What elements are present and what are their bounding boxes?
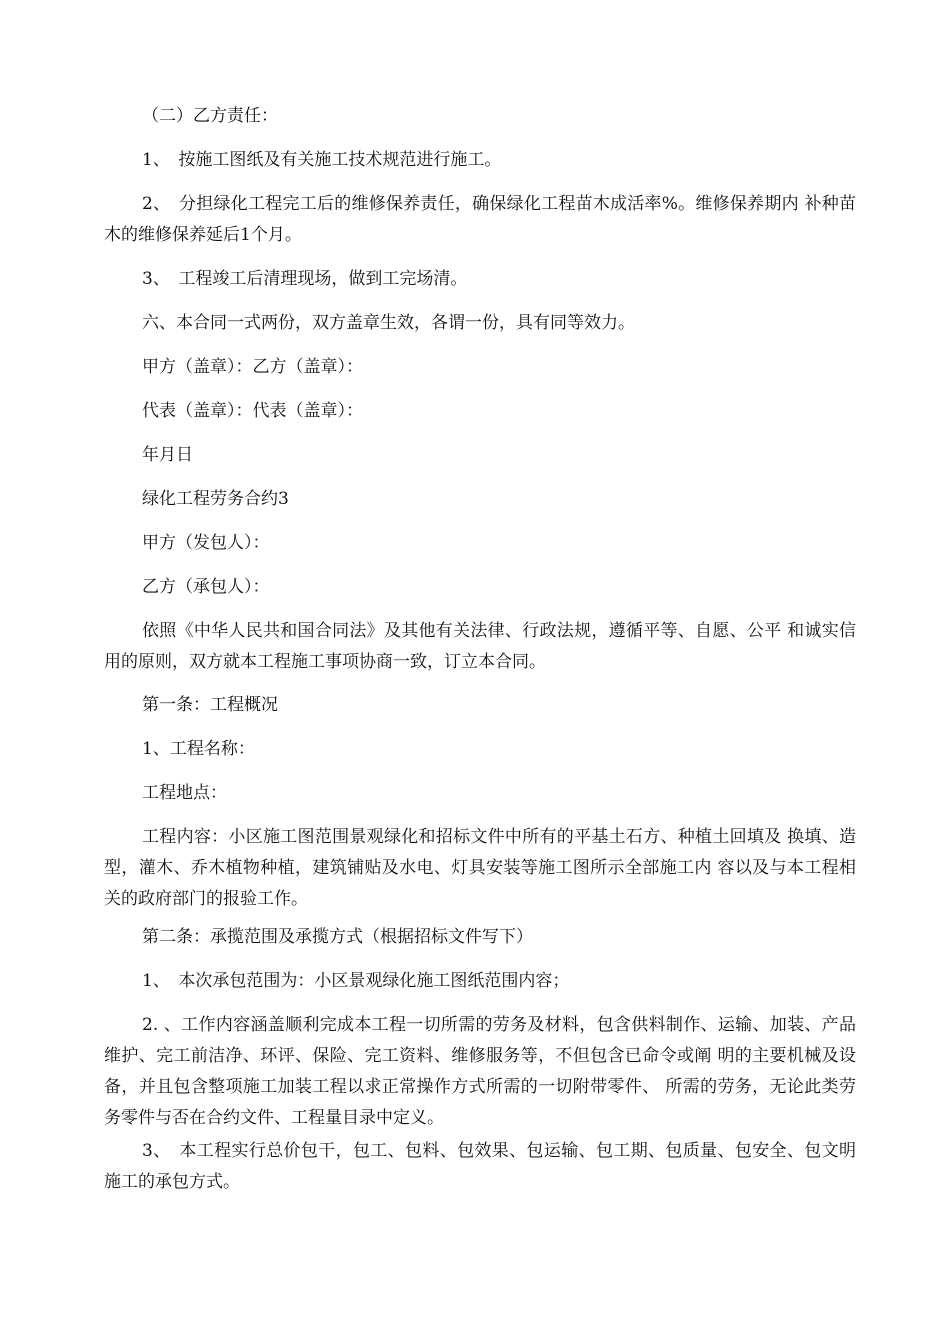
paragraph-item-2-maintenance: 2、 分担绿化工程完工后的维修保养责任，确保绿化工程苗木成活率%。维修保养期内 补种苗木的维修保养延后1个月。 [104, 194, 856, 245]
paragraph-legal-basis: 依照《中华人民共和国合同法》及其他有关法律、行政法规，遵循平等、自愿、公平 和诚实信用的原则，双方就本工程施工事项协商一致，订立本合同。 [104, 621, 856, 672]
paragraph-scope-item-1: 1、 本次承包范围为：小区景观绿化施工图纸范围内容； [142, 971, 570, 991]
paragraph-project-location: 工程地点： [142, 783, 227, 803]
paragraph-article-2-heading: 第二条：承揽范围及承揽方式（根据招标文件写下） [142, 927, 533, 947]
paragraph-signature-seals: 甲方（盖章）：乙方（盖章）： [142, 357, 363, 377]
paragraph-project-content: 工程内容：小区施工图范围景观绿化和招标文件中所有的平基土石方、种植土回填及 换填、造型，灌木、乔木植物种植，建筑铺贴及水电、灯具安装等施工图所示全部施工内 容以及与本工程相关的政府部门的报验工作。 [104, 827, 856, 909]
paragraph-scope-item-3: 3、 本工程实行总价包干，包工、包料、包效果、包运输、包工期、包质量、包安全、包文明施工的承包方式。 [104, 1141, 856, 1192]
paragraph-project-name: 1、工程名称： [142, 739, 255, 759]
paragraph-party-b-responsibilities-heading: （二）乙方责任： [142, 106, 278, 126]
paragraph-date-line: 年月日 [142, 445, 193, 465]
paragraph-item-1-construct-per-drawings: 1、 按施工图纸及有关施工技术规范进行施工。 [142, 150, 502, 170]
paragraph-scope-item-2: 2. 、工作内容涵盖顺利完成本工程一切所需的劳务及材料，包含供料制作、运输、加装、产品维护、完工前洁净、环评、保险、完工资料、维修服务等，不但包含已命令或阐 明的主要机械及设备，并且包含整项施工加装工程以求正常操作方式所需的一切附带零件、 所需的劳务，无论此类劳务零件与否在合约文件、工程量目录中定义。 [104, 1015, 856, 1128]
paragraph-section-6-copies: 六、本合同一式两份，双方盖章生效，各谓一份，具有同等效力。 [142, 313, 635, 333]
paragraph-article-1-heading: 第一条：工程概况 [142, 695, 278, 715]
paragraph-party-b: 乙方（承包人）： [142, 577, 270, 597]
paragraph-party-a: 甲方（发包人）： [142, 533, 270, 553]
paragraph-contract-3-title: 绿化工程劳务合约3 [142, 489, 289, 509]
paragraph-item-3-site-cleanup: 3、 工程竣工后清理现场，做到工完场清。 [142, 269, 468, 289]
paragraph-signature-representatives: 代表（盖章）：代表（盖章）： [142, 401, 363, 421]
